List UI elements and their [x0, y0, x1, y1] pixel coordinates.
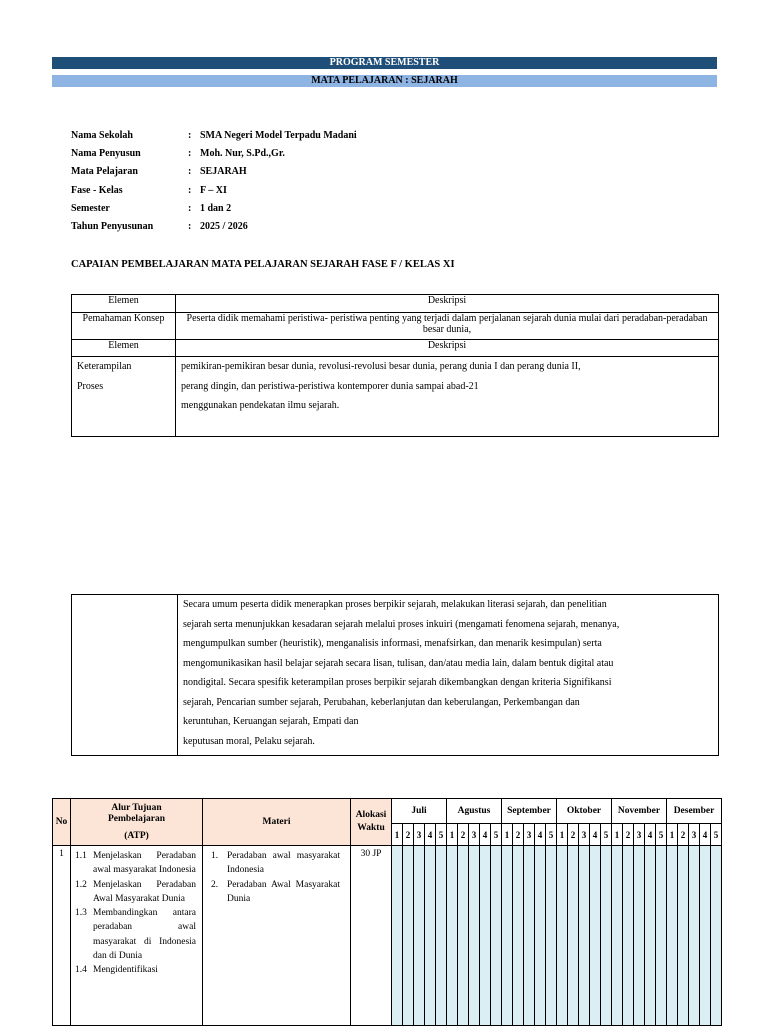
- month-desember: Desember: [667, 799, 722, 824]
- week-cell: [579, 846, 590, 1026]
- row-atp: [71, 846, 203, 1026]
- week-cell: [480, 846, 491, 1026]
- week-number: 3: [634, 824, 645, 846]
- atp-item: 1.4 Mengidentifikasi: [75, 965, 158, 976]
- week-cell: [678, 846, 689, 1026]
- info-row-phase: Fase - Kelas : F – XI: [71, 184, 227, 196]
- week-cell: [656, 846, 667, 1026]
- week-number: 1: [502, 824, 513, 846]
- cp-row2-element: Keterampilan Proses: [72, 357, 176, 437]
- week-cell: [414, 846, 425, 1026]
- week-number: 5: [711, 824, 722, 846]
- info-row-semester: Semester : 1 dan 2: [71, 202, 232, 214]
- week-cell: [667, 846, 678, 1026]
- month-september: September: [502, 799, 557, 824]
- week-cell: [491, 846, 502, 1026]
- month-oktober: Oktober: [557, 799, 612, 824]
- week-cell: [458, 846, 469, 1026]
- cp-table: [71, 294, 719, 437]
- col-materi: Materi: [203, 799, 351, 846]
- week-number: 5: [601, 824, 612, 846]
- week-cell: [535, 846, 546, 1026]
- cp-row2-description: pemikiran-pemikiran besar dunia, revolusi-revolusi besar dunia, perang dunia I dan perang dunia II, perang dingin, dan peristiwa-peristiwa kontemporer dunia sampai abad-21 menggunakan pendekatan ilmu sejarah.: [176, 357, 719, 437]
- week-cell: [711, 846, 722, 1026]
- atp-item: 1.3 Membandingkan antara peradaban awal masyarakat di Indonesia dan di Dunia: [75, 908, 196, 962]
- row-no: 1: [53, 846, 71, 1026]
- table-row: [53, 846, 722, 1026]
- week-number: 2: [623, 824, 634, 846]
- cp-row1-element: Pemahaman Konsep: [72, 313, 176, 340]
- cp-row1-description: Peserta didik memahami peristiwa- peristiwa penting yang terjadi dalam perjalanan sejarah dunia mulai dari peradaban-peradaban besar dunia,: [176, 313, 719, 340]
- atp-item: 1.2 Menjelaskan Peradaban Awal Masyarakat Dunia: [75, 879, 196, 904]
- row-materi: [203, 846, 351, 1026]
- week-cell: [447, 846, 458, 1026]
- col-alokasi: Alokasi Waktu: [351, 799, 392, 846]
- week-cell: [700, 846, 711, 1026]
- week-number: 2: [458, 824, 469, 846]
- document-title: PROGRAM SEMESTER: [52, 57, 717, 69]
- month-november: November: [612, 799, 667, 824]
- cp-head-element: Elemen: [72, 295, 176, 313]
- cp-head-element-2: Elemen: [72, 340, 176, 357]
- week-cell: [634, 846, 645, 1026]
- week-number: 2: [513, 824, 524, 846]
- week-cell: [645, 846, 656, 1026]
- atp-item: 1.1 Menjelaskan Peradaban awal masyarakat Indonesia: [75, 851, 196, 876]
- col-no: No: [53, 799, 71, 846]
- week-cell: [403, 846, 414, 1026]
- info-row-year: Tahun Penyusunan : 2025 / 2026: [71, 220, 248, 232]
- month-agustus: Agustus: [447, 799, 502, 824]
- week-cell: [502, 846, 513, 1026]
- schedule-table: [52, 798, 722, 1026]
- week-number: 4: [700, 824, 711, 846]
- week-number: 5: [436, 824, 447, 846]
- skills-table: [71, 594, 719, 756]
- week-cell: [623, 846, 634, 1026]
- materi-item: 1. Peradaban awal masyarakat Indonesia: [211, 851, 340, 876]
- week-number: 4: [645, 824, 656, 846]
- skills-paragraph: Secara umum peserta didik menerapkan proses berpikir sejarah, melakukan literasi sejarah, dan penelitian sejarah serta menunjukkan kesadaran sejarah melalui proses inkuiri (mengamati fenomena sejarah, menanya, mengumpulkan sumber (heuristik), menganalisis informasi, menafsirkan, dan menarik kesimpulan) serta mengomunikasikan hasil belajar sejarah secara lisan, tulisan, dan/atau media lain, dalam bentuk digital atau nondigital. Secara spesifik keterampilan proses berpikir sejarah dikembangkan dengan kriteria Signifikansi sejarah, Pencarian sumber sejarah, Perubahan, keberlanjutan dan keberulangan, Perkembangan dan keruntuhan, Keruangan sejarah, Empati dan keputusan moral, Pelaku sejarah.: [178, 595, 719, 756]
- week-cell: [425, 846, 436, 1026]
- document-subtitle: MATA PELAJARAN : SEJARAH: [52, 75, 717, 87]
- week-cell: [689, 846, 700, 1026]
- week-number: 4: [480, 824, 491, 846]
- materi-item: 2. Peradaban Awal Masyarakat Dunia: [211, 879, 340, 904]
- week-number: 2: [678, 824, 689, 846]
- cp-head-description: Deskripsi: [176, 295, 719, 313]
- cp-title: CAPAIAN PEMBELAJARAN MATA PELAJARAN SEJARAH FASE F / KELAS XI: [71, 259, 455, 270]
- week-number: 3: [524, 824, 535, 846]
- month-juli: Juli: [392, 799, 447, 824]
- week-cell: [546, 846, 557, 1026]
- week-number: 1: [392, 824, 403, 846]
- week-cell: [568, 846, 579, 1026]
- identity-block: [71, 130, 357, 239]
- week-cell: [513, 846, 524, 1026]
- week-number: 3: [689, 824, 700, 846]
- week-number: 1: [557, 824, 568, 846]
- week-number: 4: [425, 824, 436, 846]
- week-cell: [469, 846, 480, 1026]
- week-number: 3: [469, 824, 480, 846]
- skills-element-cell: [72, 595, 178, 756]
- week-number: 2: [403, 824, 414, 846]
- week-number: 5: [491, 824, 502, 846]
- week-number: 4: [535, 824, 546, 846]
- week-cell: [557, 846, 568, 1026]
- week-number: 5: [546, 824, 557, 846]
- week-number: 3: [414, 824, 425, 846]
- week-number: 5: [656, 824, 667, 846]
- week-cell: [436, 846, 447, 1026]
- info-row-subject: Mata Pelajaran : SEJARAH: [71, 166, 247, 178]
- info-row-author: Nama Penyusun : Moh. Nur, S.Pd.,Gr.: [71, 148, 285, 160]
- week-cell: [612, 846, 623, 1026]
- week-number: 4: [590, 824, 601, 846]
- week-cell: [392, 846, 403, 1026]
- week-number: 1: [667, 824, 678, 846]
- week-number: 1: [612, 824, 623, 846]
- week-number: 1: [447, 824, 458, 846]
- row-alokasi: 30 JP: [351, 846, 392, 1026]
- week-number: 2: [568, 824, 579, 846]
- week-cell: [590, 846, 601, 1026]
- cp-head-description-2: Deskripsi: [176, 340, 719, 357]
- week-cell: [524, 846, 535, 1026]
- col-atp: Alur Tujuan Pembelajaran (ATP): [71, 799, 203, 846]
- info-row-school: Nama Sekolah : SMA Negeri Model Terpadu Madani: [71, 130, 357, 141]
- week-cell: [601, 846, 612, 1026]
- week-number: 3: [579, 824, 590, 846]
